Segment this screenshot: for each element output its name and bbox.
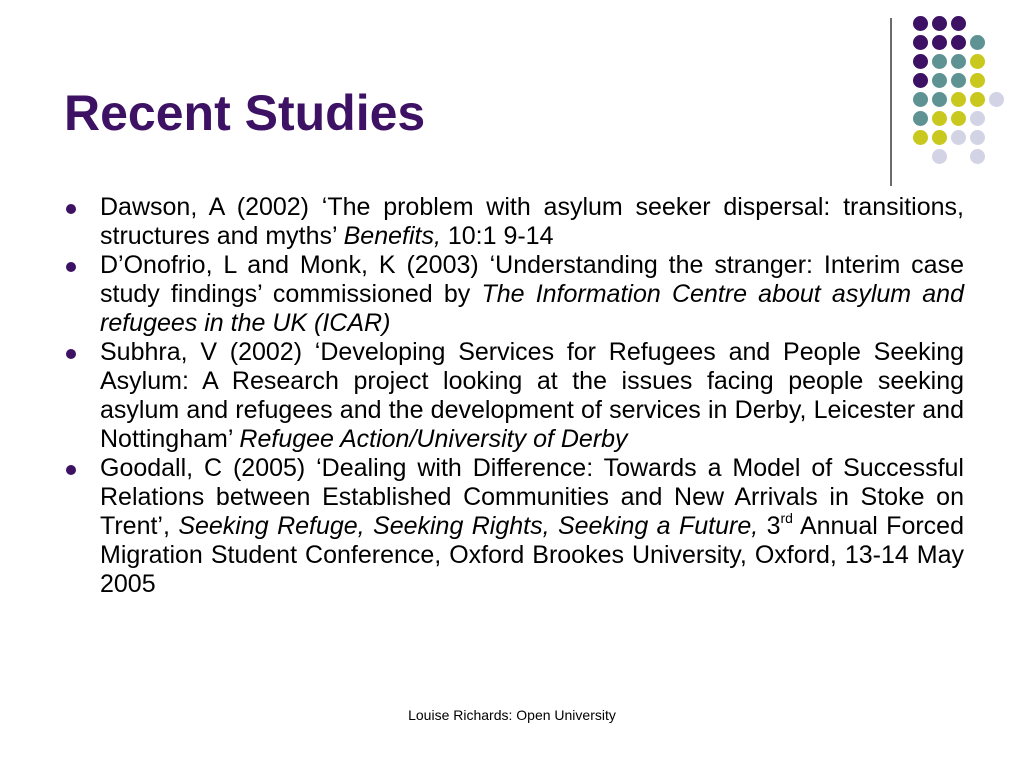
ordinal-suffix: rd bbox=[780, 509, 793, 526]
decor-dot bbox=[932, 54, 947, 69]
slide-title: Recent Studies bbox=[64, 85, 426, 141]
decor-dot bbox=[951, 35, 966, 50]
reference-item bbox=[62, 338, 964, 454]
reference-item bbox=[62, 251, 964, 338]
decor-dot bbox=[932, 16, 947, 31]
decor-dot bbox=[970, 73, 985, 88]
reference-details: Annual Forced Migration Student Conference, Oxford Brookes University, Oxford, 13-14 May 2005 bbox=[100, 512, 964, 598]
bullet-icon bbox=[66, 349, 76, 359]
vertical-divider bbox=[890, 18, 892, 186]
reference-text: Goodall, C (2005) ‘Dealing with Difference: Towards a Model of Successful Relations between Established Communities and New Arrivals in Stoke on Trent’, bbox=[100, 454, 964, 540]
reference-list bbox=[62, 193, 964, 599]
decor-dot bbox=[951, 16, 966, 31]
decor-dot bbox=[970, 54, 985, 69]
slide-footer: Louise Richards: Open University bbox=[408, 707, 616, 723]
decor-dot bbox=[951, 73, 966, 88]
decor-dot bbox=[932, 149, 947, 164]
reference-text: D’Onofrio, L and Monk, K (2003) ‘Understanding the stranger: Interim case study findings’ commissioned by bbox=[100, 251, 964, 308]
reference-text: Subhra, V (2002) ‘Developing Services for Refugees and People Seeking Asylum: A Research project looking at the issues facing people seeking asylum and refugees and the development of services in Derby, Leicester and Nottingham’ bbox=[100, 338, 964, 453]
reference-text: Dawson, A (2002) ‘The problem with asylum seeker dispersal: transitions, structures and myths’ bbox=[100, 193, 964, 250]
decor-dot bbox=[951, 92, 966, 107]
decor-dot bbox=[970, 111, 985, 126]
decor-dot bbox=[913, 54, 928, 69]
decor-dot bbox=[970, 149, 985, 164]
decor-dot bbox=[913, 92, 928, 107]
reference-source: Benefits, bbox=[343, 222, 441, 250]
reference-details: 10:1 9-14 bbox=[440, 222, 554, 250]
decor-dot bbox=[970, 130, 985, 145]
decor-dot bbox=[970, 92, 985, 107]
decor-dot bbox=[913, 16, 928, 31]
decor-dot bbox=[932, 35, 947, 50]
reference-item bbox=[62, 454, 964, 599]
decor-dot bbox=[932, 111, 947, 126]
decor-dot bbox=[951, 130, 966, 145]
bullet-icon bbox=[66, 204, 76, 214]
decor-dot bbox=[932, 73, 947, 88]
decor-dot bbox=[932, 130, 947, 145]
decor-dot bbox=[913, 35, 928, 50]
references-body bbox=[62, 193, 964, 599]
reference-edition: 3 bbox=[758, 512, 781, 540]
reference-source: Seeking Refuge, Seeking Rights, Seeking a Future, bbox=[178, 512, 759, 540]
reference-source: Refugee Action/University of Derby bbox=[239, 425, 628, 453]
bullet-icon bbox=[66, 262, 76, 272]
decor-dot bbox=[970, 35, 985, 50]
reference-source: The Information Centre about asylum and refugees in the UK (ICAR) bbox=[100, 280, 964, 337]
decor-dot bbox=[913, 73, 928, 88]
decor-dot bbox=[951, 111, 966, 126]
reference-item bbox=[62, 193, 964, 251]
decor-dot bbox=[989, 92, 1004, 107]
decor-dot bbox=[913, 111, 928, 126]
bullet-icon bbox=[66, 465, 76, 475]
decor-dot bbox=[913, 130, 928, 145]
decor-dot bbox=[951, 54, 966, 69]
decor-dot bbox=[932, 92, 947, 107]
